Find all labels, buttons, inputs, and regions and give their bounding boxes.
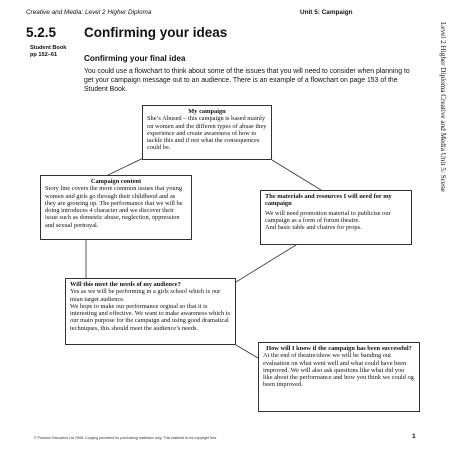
box-materials <box>260 190 412 245</box>
box-audience-needs-body-performance: We hope to make our performance orginal so that it is interesting and effective. We want to make awareness which is our main purpose for the campaign and using good dramatical techniques, this should meet the audience’s needs. <box>70 302 231 332</box>
box-materials-title: The materials and resources I will need for my campaign <box>265 193 392 208</box>
student-book-pages: pp 152–61 <box>30 51 58 58</box>
box-audience-needs-title: Will this meet the needs of my audience? <box>70 281 181 288</box>
intro-paragraph: You could use a flowchart to think about some of the issues that you will need to consider when planning to get your campaign message out to an audience. There is an example of a flowchart on page 153 of the Student Book. <box>84 68 410 93</box>
page-number: 1 <box>412 433 416 440</box>
connector-campaign-to-materials <box>272 160 321 190</box>
connector-needs-to-success <box>236 345 258 358</box>
box-materials-body-props: And basic table and chaires for props. <box>265 224 362 232</box>
box-my-campaign-title: My campaign <box>188 108 226 115</box>
box-success-title: How will I know if the campaign has been successful? <box>266 345 412 352</box>
box-audience-needs-body: Yes as we will be performing in a girls school which is our mian target audience. <box>70 288 221 303</box>
copyright-footer: © Pearson Education Ltd 2008. Copying permitted for purchasing institution only. This material is not copyright free. <box>34 436 218 440</box>
header-unit: Unit 5: Campaign <box>300 9 353 16</box>
box-audience-needs <box>65 278 236 345</box>
box-campaign-content-title: Campaign content <box>90 178 142 185</box>
box-success-body: At the end of theatre/show we will be banding out evaluation on what went well and what could have been improved. We will also ask questions like what did you like about the performance and how you think we could og been improved. <box>263 352 414 389</box>
section-number: 5.2.5 <box>26 25 57 40</box>
side-running-title: Level 2 Higher Diploma Creative and Media Unit 5: Scene <box>439 22 447 192</box>
subheading: Confirming your final idea <box>84 54 186 63</box>
box-my-campaign-body: She’s Abused – this campaign is based mainly on women and the differen types of abuse they experience and create awareness of how to tackle this and if not what the consequences could be. <box>147 115 267 152</box>
page-title: Confirming your ideas <box>84 25 228 40</box>
student-book-label: Student Book <box>30 45 67 51</box>
box-my-campaign <box>142 105 272 160</box>
header-course: Creative and Media: Level 2 Higher Diploma <box>26 9 152 16</box>
box-materials-body: We will need promotion material to publicise our campaign as a form of forum theatre. <box>265 209 391 224</box>
box-campaign-content-body: Story line covers the more common issues that young women and girls go through their childhood and as they are growing up. The performance that we will be doing introduces 4 character and we discover their issue such as domestic abuse, neglection, oppression and sexual portrayal. <box>45 185 183 229</box>
box-success <box>258 342 420 412</box>
box-campaign-content <box>40 175 192 240</box>
connector-needs-to-materials <box>236 245 296 282</box>
